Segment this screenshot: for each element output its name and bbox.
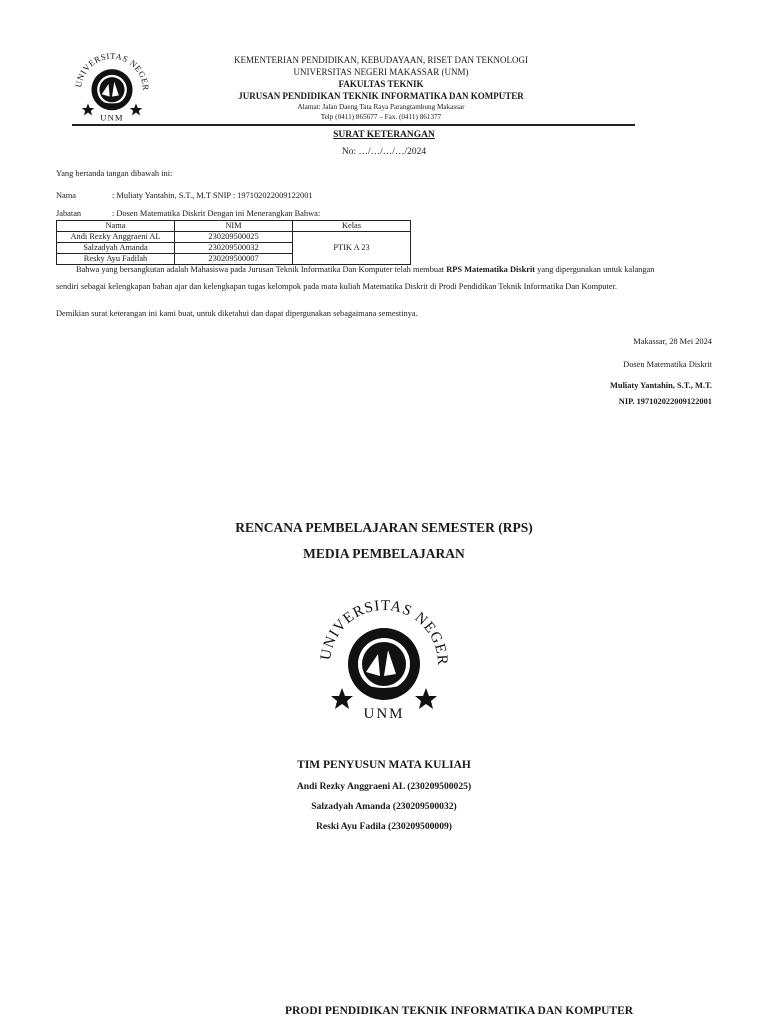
- nama-value: : Muliaty Yantahin, S.T., M.T SNIP : 197102022009122001: [112, 191, 313, 200]
- team-member: Salzadyah Amanda (230209500032): [311, 801, 457, 812]
- signer-position: Dosen Matematika Diskrit: [623, 360, 712, 369]
- letter-number: No: …/…/…/…/2024: [341, 147, 427, 157]
- col-header-nama: Nama: [57, 221, 175, 232]
- signer-name: Muliaty Yantahin, S.T., M.T.: [610, 381, 712, 390]
- cover-title: RENCANA PEMBELAJARAN SEMESTER (RPS): [235, 520, 533, 535]
- footer-prodi: PRODI PENDIDIKAN TEKNIK INFORMATIKA DAN KOMPUTER: [284, 1005, 634, 1017]
- paragraph-2: Demikian surat keterangan ini kami buat, untuk diketahui dan dapat dipergunakan sebagaimana semestinya.: [56, 309, 418, 318]
- paragraph-1-line-2: sendiri sebagai kelengkapan bahan ajar dan kelengkapan tugas kelompok pada mata kuliah Matematika Diskrit di Prodi Pendidikan Teknik Informatika Dan Komputer.: [56, 282, 617, 291]
- paragraph-1-line-1: [56, 264, 716, 275]
- cell-nama: Resky Ayu Fadilah: [57, 254, 175, 265]
- university-name: UNIVERSITAS NEGERI MAKASSAR (UNM): [293, 67, 469, 77]
- students-table: [56, 220, 411, 265]
- team-member: Andi Rezky Anggraeni AL (230209500025): [296, 781, 472, 792]
- jabatan-value: : Dosen Matematika Diskrit Dengan ini Menerangkan Bahwa:: [112, 209, 321, 218]
- unm-logo-large: [312, 584, 456, 724]
- cover-subtitle: MEDIA PEMBELAJARAN: [303, 546, 465, 561]
- department-name: JURUSAN PENDIDIKAN TEKNIK INFORMATIKA DAN KOMPUTER: [238, 91, 524, 101]
- faculty-name: FAKULTAS TEKNIK: [338, 79, 424, 89]
- signer-nip: NIP. 197102022009122001: [618, 397, 712, 406]
- col-header-nim: NIM: [175, 221, 293, 232]
- jabatan-label: Jabatan: [56, 209, 82, 218]
- ministry-name: KEMENTERIAN PENDIDIKAN, KEBUDAYAAN, RISET DAN TEKNOLOGI: [233, 55, 529, 65]
- place-date: Makassar, 28 Mei 2024: [633, 337, 712, 346]
- para1-text: Bahwa yang bersangkutan adalah Mahasiswa pada Jurusan Teknik Informatika Dan Komputer telah membuat: [76, 265, 447, 274]
- phone-fax: Telp (0411) 865677 – Fax. (0411) 861377: [320, 113, 442, 121]
- letter-title: SURAT KETERANGAN: [333, 130, 435, 140]
- unm-logo-small: [64, 44, 160, 124]
- nama-line: [56, 190, 313, 201]
- cell-nama: Andi Rezky Anggraeni AL: [57, 232, 175, 243]
- address: Alamat: Jalan Daeng Tata Raya Parangtambung Makassar: [297, 103, 465, 111]
- svg-text:UNM: UNM: [363, 706, 405, 722]
- letter-intro: Yang bertanda tangan dibawah ini:: [56, 169, 173, 178]
- table-row: [57, 232, 411, 243]
- cell-nim: 230209500007: [175, 254, 293, 265]
- nama-label: Nama: [56, 191, 76, 200]
- team-member: Reski Ayu Fadila (230209500009): [315, 821, 452, 832]
- team-title: TIM PENYUSUN MATA KULIAH: [297, 759, 471, 771]
- cell-kelas: PTIK A 23: [293, 232, 411, 265]
- svg-text:UNIVERSITAS NEGERI MAKASSAR: UNIVERSITAS NEGER: [73, 50, 151, 92]
- svg-text:UNM: UNM: [100, 112, 124, 123]
- para1-bold-text: RPS Matematika Diskrit: [446, 265, 536, 274]
- para1-text-end: yang dipergunakan untuk kalangan: [535, 265, 655, 274]
- col-header-kelas: Kelas: [293, 221, 411, 232]
- cell-nim: 230209500025: [175, 232, 293, 243]
- cell-nim: 230209500032: [175, 243, 293, 254]
- cell-nama: Salzadyah Amanda: [57, 243, 175, 254]
- header-divider: [72, 124, 635, 126]
- svg-text:UNIVERSITAS NEGERI MAKASSAR: UNIVERSITAS NEGER: [317, 597, 451, 667]
- letterhead: [200, 54, 562, 122]
- jabatan-line: [56, 208, 320, 219]
- table-header-row: [57, 221, 411, 232]
